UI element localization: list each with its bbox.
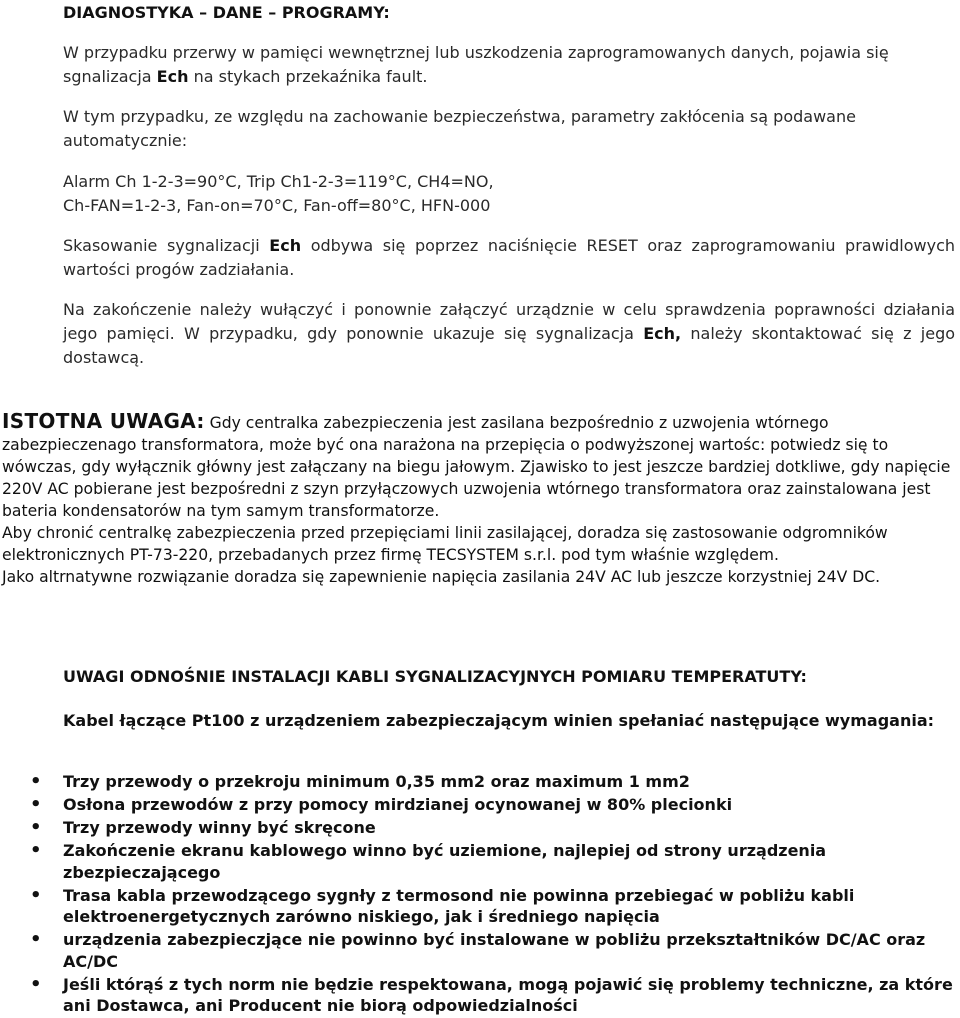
requirements-list xyxy=(30,771,955,1018)
list-item-text: Osłona przewodów z przy pomocy mirdzianej ocynowanej w 80% plecionki xyxy=(63,795,733,814)
list-item-text: Trzy przewody o przekroju minimum 0,35 mm2 oraz maximum 1 mm2 xyxy=(63,772,690,791)
warning-paragraph-1 xyxy=(2,410,954,522)
warning-text: Gdy centralka zabezpieczenia jest zasilana bezpośrednio z uzwojenia wtórnego zabezpieczenago transformatora, może być ona narażona na przepięcia o podwyższonej wartośc: potwiedz się to wówczas, gdy wyłącznik główny jest załączany na biegu jałowym. Zjawisko to jest jeszcze bardziej dotkliwe, gdy napięcie 220V AC pobierane jest bezpośredni z szyn przyłączowych uzwojenia wtórnego transformatora oraz zainstalowana jest bateria kondensatorów na tym samym transformatorze. xyxy=(2,414,951,520)
warning-paragraph-2: Aby chronić centralkę zabezpieczenia przed przepięciami linii zasilającej, doradza się zastosowanie odgromników elektronicznych PT-73-220, przebadanych przez firmę TECSYSTEM s.r.l. pod tym właśnie względem. xyxy=(2,524,888,564)
bullet-icon: • xyxy=(30,771,42,792)
list-item-text: Jeśli którąś z tych norm nie będzie respektowana, mogą pojawić się problemy techniczne, za które ani Dostawca, ani Producent nie biorą odpowiedzialności xyxy=(63,974,953,1015)
param-list xyxy=(63,170,955,218)
paragraph-memory-fault xyxy=(63,41,955,89)
ech-code: Ech, xyxy=(643,324,682,343)
text: na stykach przekaźnika fault. xyxy=(188,67,428,86)
param-line-1: Alarm Ch 1-2-3=90°C, Trip Ch1-2-3=119°C, CH4=NO, xyxy=(63,172,494,191)
bullet-icon: • xyxy=(30,840,42,861)
paragraph-restart xyxy=(63,298,955,370)
bullet-icon: • xyxy=(30,973,42,995)
text: należy skontaktować się z jego dostawcą. xyxy=(63,324,956,367)
bullet-icon: • xyxy=(30,794,42,815)
text: odbywa się poprzez naciśnięcie RESET oraz zaprogramowaniu prawidlowych wartości progów zadziałania. xyxy=(63,236,956,279)
ech-code: Ech xyxy=(156,67,189,86)
bullet-icon: • xyxy=(30,884,42,906)
list-item xyxy=(30,885,955,928)
list-item-text: Trasa kabla przewodzącego sygnły z termosond nie powinna przebiegać w pobliżu kabli elektroenergetycznych zarówno niskiego, jak i średniego napięcia xyxy=(63,885,855,926)
list-item-text: Zakończenie ekranu kablowego winno być uziemione, najlepiej od strony urządzenia zbezpieczającego xyxy=(63,841,827,882)
ech-code: Ech xyxy=(269,236,302,255)
list-item xyxy=(30,840,955,883)
text: W przypadku przerwy w pamięci wewnętrznej lub uszkodzenia zaprogramowanych danych, pojawia się sgnalizacja xyxy=(63,43,889,86)
bullet-icon: • xyxy=(30,929,42,950)
paragraph-auto-params: W tym przypadku, ze względu na zachowanie bezpieczeństwa, parametry zakłócenia są podawane automatycznie: xyxy=(63,107,856,150)
list-item-text: urządzenia zabezpieczjące nie powinno być instalowane w pobliżu przekształtników DC/AC oraz AC/DC xyxy=(63,930,926,971)
list-item xyxy=(30,929,955,972)
text: Skasowanie sygnalizacji xyxy=(63,236,270,255)
section-title-cables: UWAGI ODNOŚNIE INSTALACJI KABLI SYGNALIZACYJNYCH POMIARU TEMPERATUTY: xyxy=(63,667,807,686)
warning-label: ISTOTNA UWAGA: xyxy=(2,409,205,433)
list-item xyxy=(30,974,955,1017)
warning-block xyxy=(2,410,954,588)
text: Na zakończenie należy wułączyć i ponownie załączyć urządznie w celu sprawdzenia poprawności działania jego pamięci. W przypadku, gdy ponownie ukazuje się sygnalizacja xyxy=(63,300,955,343)
param-line-2: Ch-FAN=1-2-3, Fan-on=70°C, Fan-off=80°C, HFN-000 xyxy=(63,196,491,215)
cables-intro: Kabel łączące Pt100 z urządzeniem zabezpieczającym winien spełaniać następujące wymagania: xyxy=(63,711,935,730)
warning-paragraph-3: Jako altrnatywne rozwiązanie doradza się zapewnienie napięcia zasilania 24V AC lub jeszcze korzystniej 24V DC. xyxy=(2,568,881,586)
list-item xyxy=(30,794,955,816)
list-item xyxy=(30,771,955,793)
paragraph-reset xyxy=(63,234,955,282)
section-title-diagnostics: DIAGNOSTYKA – DANE – PROGRAMY: xyxy=(63,3,390,22)
bullet-icon: • xyxy=(30,817,42,838)
list-item xyxy=(30,817,955,839)
list-item-text: Trzy przewody winny być skręcone xyxy=(63,818,376,837)
